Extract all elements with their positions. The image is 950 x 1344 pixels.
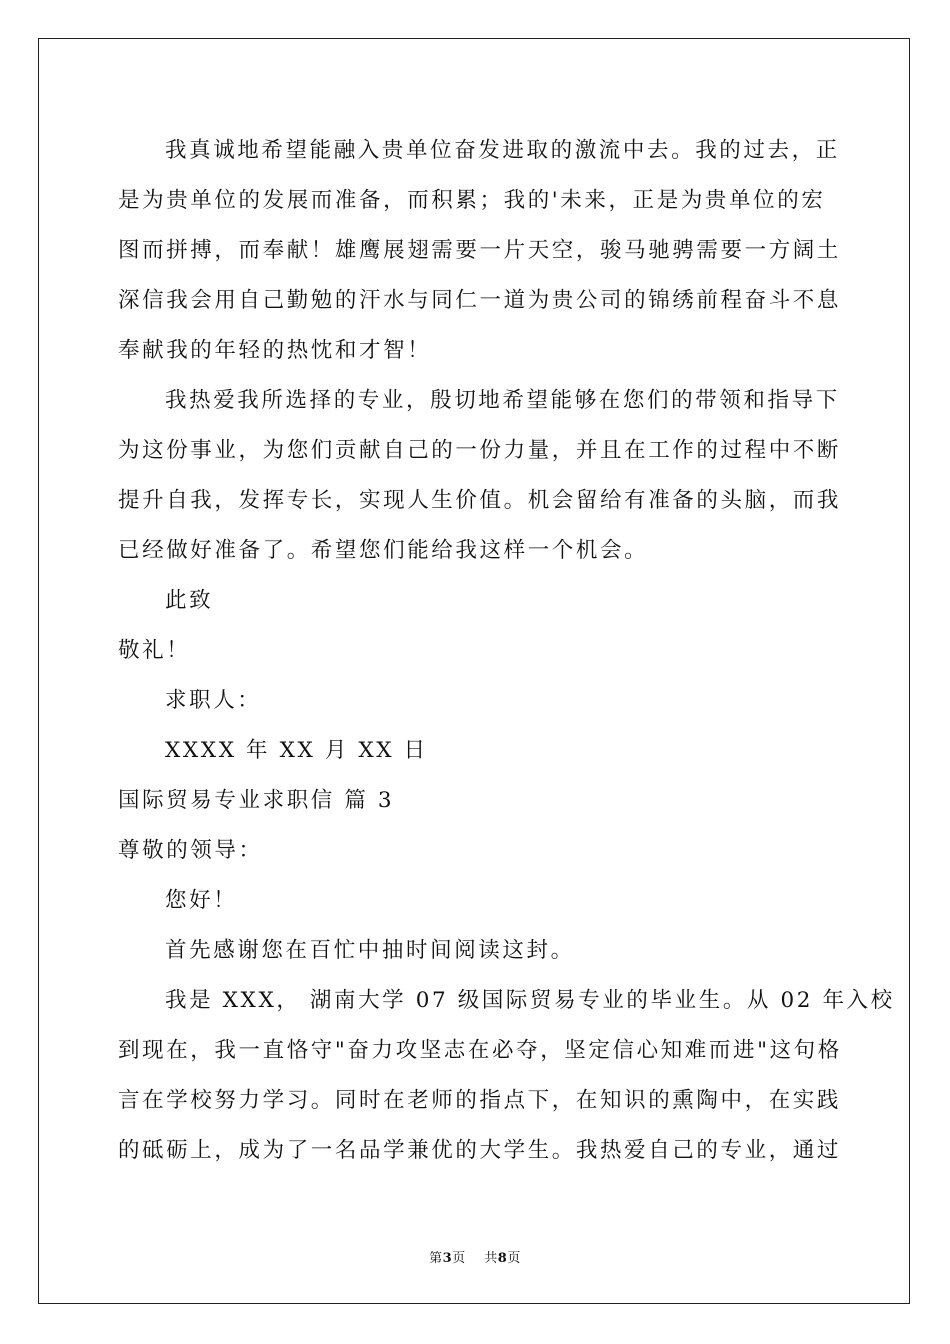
- page-prefix: 第: [429, 1251, 443, 1266]
- applicant-label: 求职人：: [165, 688, 262, 713]
- paragraph-line: 为这份事业，为您们贡献自己的一份力量，并且在工作的过程中不断: [118, 438, 842, 463]
- paragraph-line: 我是 XXX， 湖南大学 07 级国际贸易专业的毕业生。从 02 年入校: [165, 988, 895, 1013]
- page-footer: [0, 1247, 950, 1266]
- paragraph-line: 到现在，我一直恪守"奋力攻坚志在必夺，坚定信心知难而进"这句格: [118, 1038, 842, 1063]
- paragraph-line: 的砥砺上，成为了一名品学兼优的大学生。我热爱自己的专业，通过: [118, 1138, 842, 1163]
- paragraph-line: 图而拼搏，而奉献！雄鹰展翅需要一片天空，骏马驰骋需要一方阔土: [118, 238, 842, 263]
- paragraph-line: 言在学校努力学习。同时在老师的指点下，在知识的熏陶中，在实践: [118, 1088, 842, 1113]
- closing-salutation: 此致: [165, 588, 214, 613]
- paragraph-line: 我真诚地希望能融入贵单位奋发进取的激流中去。我的过去，正: [165, 138, 840, 163]
- date-line: XXXX 年 XX 月 XX 日: [165, 738, 428, 763]
- closing-regards: 敬礼！: [118, 638, 191, 663]
- total-prefix: 共: [484, 1251, 498, 1266]
- page-unit: 页: [452, 1251, 466, 1266]
- total-pages: 8: [497, 1251, 508, 1266]
- paragraph-line: 我热爱我所选择的专业，殷切地希望能够在您们的带领和指导下: [165, 388, 840, 413]
- paragraph-line: 已经做好准备了。希望您们能给我这样一个机会。: [118, 538, 649, 563]
- paragraph-line: 深信我会用自己勤勉的汗水与同仁一道为贵公司的锦绣前程奋斗不息: [118, 288, 842, 313]
- greeting: 您好！: [165, 888, 238, 913]
- paragraph-line: 首先感谢您在百忙中抽时间阅读这封。: [165, 938, 575, 963]
- paragraph-line: 是为贵单位的发展而准备，而积累；我的'未来，正是为贵单位的宏: [118, 188, 826, 213]
- page-number: 3: [442, 1251, 453, 1266]
- paragraph-line: 奉献我的年轻的热忱和才智！: [118, 338, 432, 363]
- total-unit: 页: [507, 1251, 521, 1266]
- section-title: 国际贸易专业求职信 篇 3: [118, 788, 395, 813]
- paragraph-line: 提升自我，发挥专长，实现人生价值。机会留给有准备的头脑，而我: [118, 488, 842, 513]
- greeting-recipient: 尊敬的领导：: [118, 838, 263, 863]
